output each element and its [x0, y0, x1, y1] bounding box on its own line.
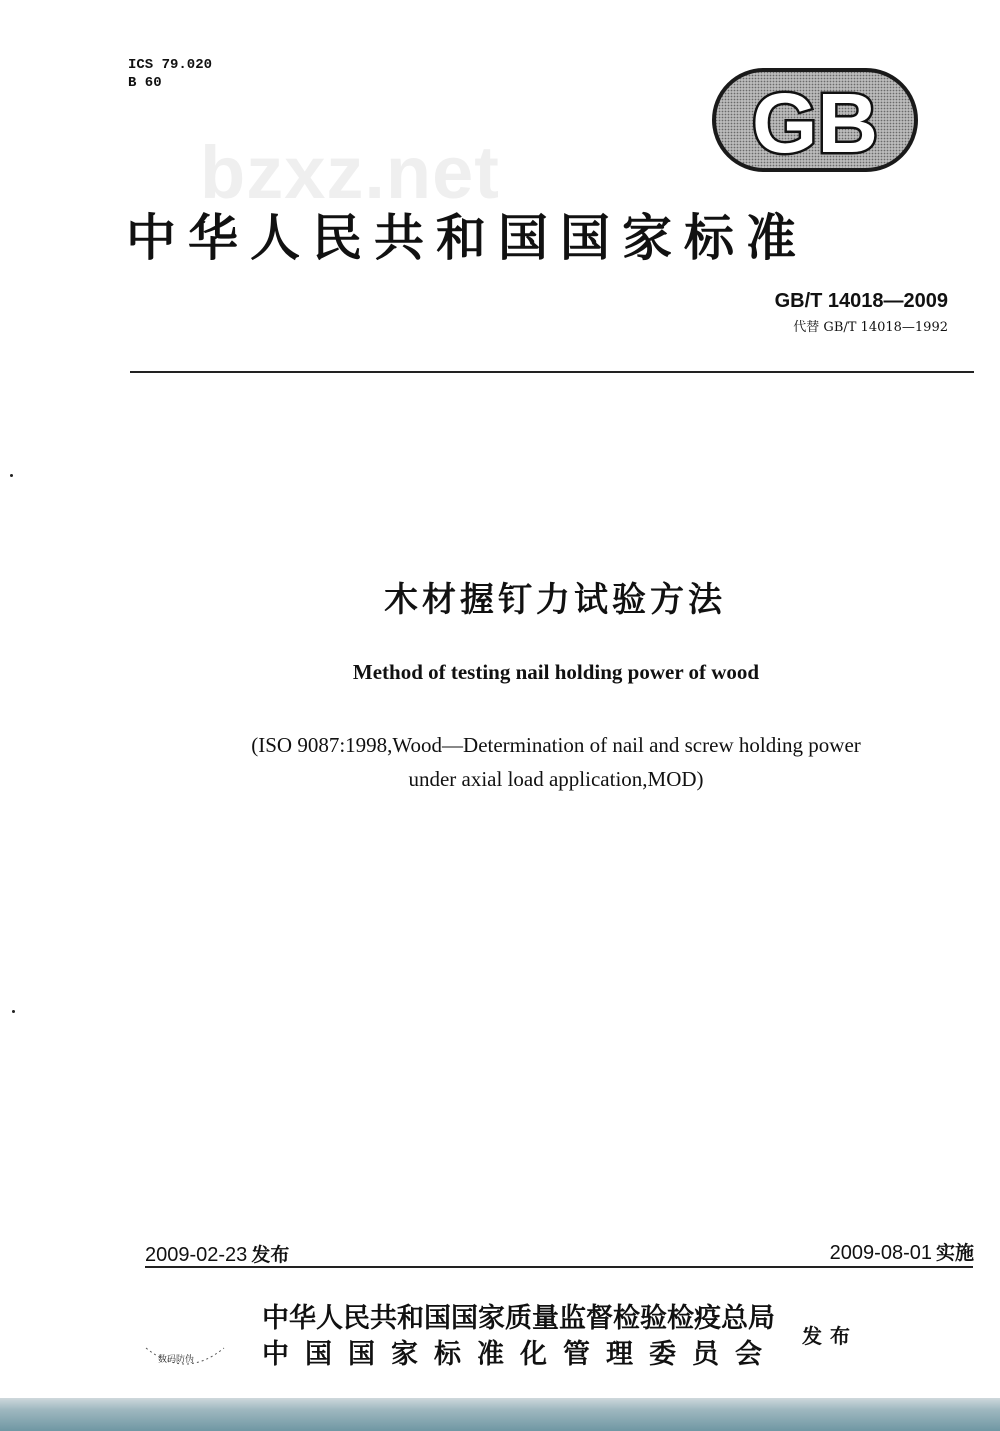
- ccs-code: B 60: [128, 75, 162, 91]
- standard-number: GB/T 14018—2009: [774, 290, 948, 312]
- issue-date-value: 2009-02-23: [145, 1244, 248, 1266]
- issuer-sac: 中国国家标准化管理委员会: [262, 1339, 778, 1370]
- document-title-cn: 木材握钉力试验方法: [384, 580, 726, 620]
- anti-counterfeit-label: 数码防伪: [158, 1355, 195, 1365]
- implementation-date: [830, 1238, 974, 1265]
- iso-reference-line2: under axial load application,MOD): [408, 767, 704, 791]
- implementation-date-label: 实施: [935, 1242, 974, 1264]
- scan-speck: [10, 474, 13, 477]
- ics-code: ICS 79.020: [128, 57, 213, 73]
- implementation-date-value: 2009-08-01: [829, 1242, 932, 1264]
- issue-date-label: 发布: [251, 1244, 290, 1266]
- watermark: bzxz.net: [200, 131, 500, 214]
- iso-reference: [0, 728, 1000, 796]
- classification-codes: [128, 56, 212, 92]
- replaces-standard: 代替 GB/T 14018—1992: [793, 320, 948, 335]
- national-standard-title: 中华人民共和国国家标准: [126, 209, 808, 267]
- scan-speck: [12, 1010, 15, 1013]
- gb-logo-text: GB: [752, 76, 878, 170]
- scan-bottom-strip: [0, 1398, 1000, 1431]
- footer-divider: [145, 1266, 973, 1268]
- publish-label: 发布: [802, 1324, 858, 1348]
- gb-logo: [712, 68, 918, 172]
- document-title-en: Method of testing nail holding power of wood: [352, 660, 760, 684]
- iso-reference-line1: (ISO 9087:1998,Wood—Determination of nail and screw holding power: [251, 733, 861, 757]
- issuer-aqsiq: 中华人民共和国国家质量监督检验检疫总局: [262, 1303, 775, 1334]
- header-divider: [130, 371, 974, 373]
- issue-date: [145, 1240, 289, 1267]
